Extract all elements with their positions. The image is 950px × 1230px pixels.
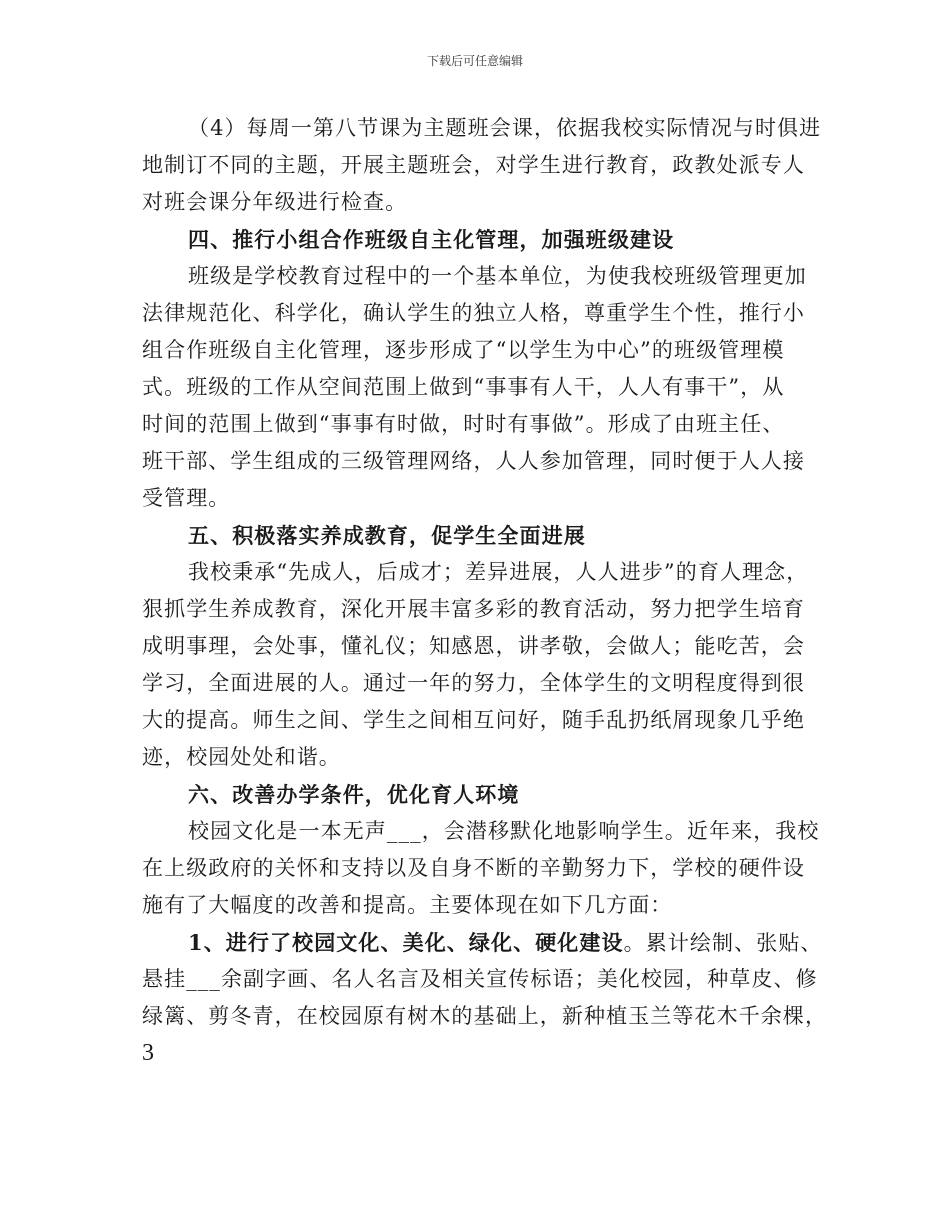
text-line: 受管理。 (142, 486, 231, 510)
text-line: （4）每周一第八节课为主题班会课，依据我校实际情况与时俱进 (188, 116, 822, 140)
bold-lead-in: 1、进行了校园文化、美化、绿化、硬化建设 (188, 930, 624, 955)
text-line (142, 924, 823, 961)
text-line: 大的提高。师生之间、学生之间相互问好，随手乱扔纸屑现象几乎绝 (142, 708, 805, 732)
text-line: 狠抓学生养成教育，深化开展丰富多彩的教育活动，努力把学生培育 (142, 597, 805, 621)
text-line: 法律规范化、科学化，确认学生的独立人格，尊重学生个性，推行小 (142, 301, 805, 325)
page-header: 下载后可任意编辑 (426, 54, 523, 68)
text-continuation: 。累计绘制、张贴、 (623, 931, 823, 955)
section-heading: 五、积极落实养成教育，促学生全面进展 (188, 523, 586, 548)
text-line: 班干部、学生组成的三级管理网络，人人参加管理，同时便于人人接 (142, 449, 805, 473)
text-line: 对班会课分年级进行检查。 (142, 190, 408, 214)
text-line: 时间的范围上做到“事事有时做，时时有事做”。形成了由班主任、 (142, 412, 785, 436)
text-line: 迹，校园处处和谐。 (142, 745, 341, 769)
text-line: 班级是学校教育过程中的一个基本单位，为使我校班级管理更加 (188, 264, 807, 288)
page-number: 3 (142, 1040, 154, 1066)
text-line: 绿篱、剪冬青，在校园原有树木的基础上，新种植玉兰等花木千余棵， (142, 1004, 828, 1028)
text-line: 校园文化是一本无声___，会潜移默化地影响学生。近年来，我校 (188, 819, 820, 843)
text-line: 式。班级的工作从空间范围上做到“事事有人干，人人有事干”，从 (142, 375, 785, 399)
text-line: 学习，全面进展的人。通过一年的努力，全体学生的文明程度得到很 (142, 671, 805, 695)
text-line: 组合作班级自主化管理，逐步形成了“以学生为中心”的班级管理模 (142, 338, 785, 362)
text-line: 施有了大幅度的改善和提高。主要体现在如下几方面： (142, 893, 673, 917)
text-line: 悬挂___余副字画、名人名言及相关宣传标语；美化校园，种草皮、修 (142, 967, 818, 991)
text-line: 地制订不同的主题，开展主题班会，对学生进行教育，政教处派专人 (142, 153, 805, 177)
text-line: 成明事理，会处事，懂礼仪；知感恩，讲孝敬，会做人；能吃苦，会 (142, 634, 805, 658)
section-heading: 四、推行小组合作班级自主化管理，加强班级建设 (188, 227, 675, 252)
document-body (142, 110, 828, 1035)
text-line: 在上级政府的关怀和支持以及自身不断的辛勤努力下，学校的硬件设 (142, 856, 805, 880)
text-line: 我校秉承“先成人，后成才；差异进展，人人进步”的育人理念， (188, 560, 809, 584)
section-heading: 六、改善办学条件，优化育人环境 (188, 782, 520, 807)
